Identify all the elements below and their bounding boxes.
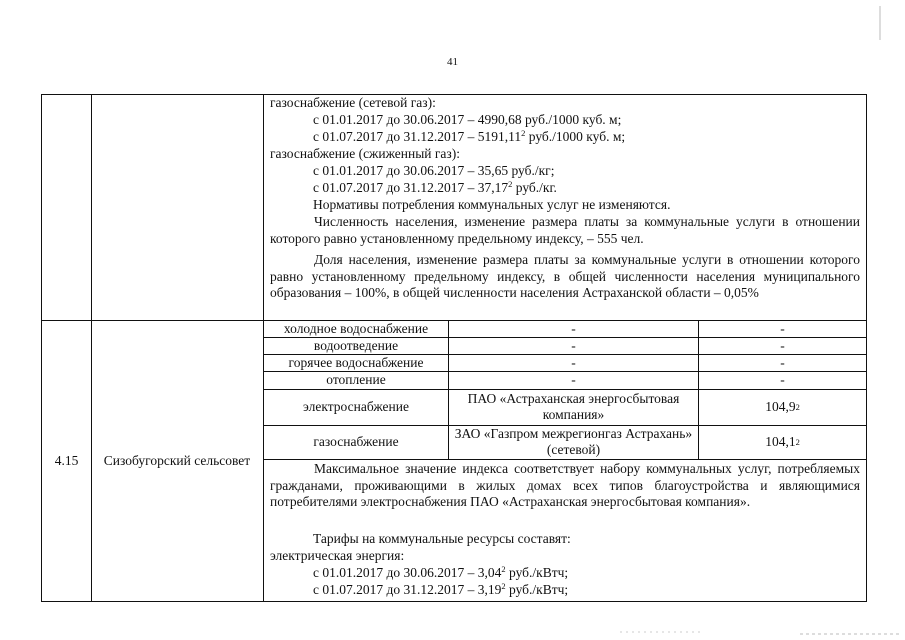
table-border-right — [866, 94, 867, 602]
text-line: с 01.07.2017 до 31.12.2017 – 5191,11$^2$ руб./1000 куб. м; — [313, 128, 626, 144]
text-line: газоснабжение (сетевой газ): — [270, 95, 436, 110]
text-line: с 01.01.2017 до 30.06.2017 – 4990,68 руб./1000 куб. м; — [313, 112, 622, 127]
index-value: - — [780, 372, 785, 387]
column-divider-number — [91, 94, 92, 602]
provider-name: ПАО «Астраханская энергосбытовая компания» — [467, 391, 680, 422]
max-index-text: Максимальное значение индекса соответствует набору коммунальных услуг, потребляемых гражданами, проживающими в жилых домах всех типов благоустройства и являющимися потребителями электроснабжения ПАО «Астраханская энергосбытовая компания». — [270, 461, 860, 509]
subtable-row-divider — [263, 459, 867, 460]
table-border-bottom — [41, 601, 867, 602]
table-border-top — [41, 94, 867, 95]
service-name: горячее водоснабжение — [288, 354, 424, 370]
index-value: - — [780, 320, 785, 336]
text-line: с 01.07.2017 до 31.12.2017 – 37,17$^2$ руб./кг. — [313, 179, 557, 195]
electric-heading: электрическая энергия: — [270, 548, 405, 563]
provider-name: - — [571, 320, 576, 336]
provider-name: - — [571, 354, 576, 370]
municipality-name: Сизобугорский сельсовет — [103, 453, 251, 468]
index-value: - — [780, 354, 785, 370]
index-value: 104,1 2 — [765, 434, 800, 449]
text-line: газоснабжение (сжиженный газ): — [270, 146, 460, 161]
page-number: 41 — [447, 56, 458, 68]
service-name: водоотведение — [313, 337, 399, 353]
footnote-mark: 2 — [521, 128, 526, 138]
index-value: 104,9 2 — [765, 399, 800, 414]
service-name: холодное водоснабжение — [283, 320, 429, 336]
index-value: - — [780, 337, 785, 353]
tariffs-heading: Тарифы на коммунальные ресурсы составят: — [313, 531, 571, 546]
row-number: 4.15 — [54, 453, 79, 468]
text-line: с 01.07.2017 до 31.12.2017 – 3,19$^2$ руб./кВтч; — [313, 581, 569, 597]
text-line: с 01.01.2017 до 30.06.2017 – 35,65 руб./кг; — [313, 163, 555, 178]
footnote-mark: 2 — [501, 581, 506, 591]
provider-name: ЗАО «Газпром межрегионгаз Астрахань» (сетевой) — [454, 426, 693, 457]
service-name: отопление — [326, 372, 386, 387]
norms-text: Нормативы потребления коммунальных услуг не изменяются. — [313, 197, 671, 212]
provider-name: - — [571, 337, 576, 353]
service-name: газоснабжение — [313, 434, 399, 449]
provider-name: - — [571, 372, 576, 387]
text-line: с 01.01.2017 до 30.06.2017 – 3,04$^2$ руб./кВтч; — [313, 564, 569, 580]
population-text: Численность населения, изменение размера платы за коммунальные услуги в отношении которого равно установленному предельному индексу, – 555 чел. — [270, 214, 860, 246]
population-share-text: Доля населения, изменение размера платы за коммунальные услуги в отношении которого равно установленному предельному индексу, в общей численности населения муниципального образования – 100%, в общей численности населения Астраханской области – 0,05% — [270, 252, 860, 300]
footnote-mark: 2 — [508, 179, 513, 189]
service-name: электроснабжение — [303, 399, 409, 414]
footnote-mark: 2 — [501, 564, 506, 574]
